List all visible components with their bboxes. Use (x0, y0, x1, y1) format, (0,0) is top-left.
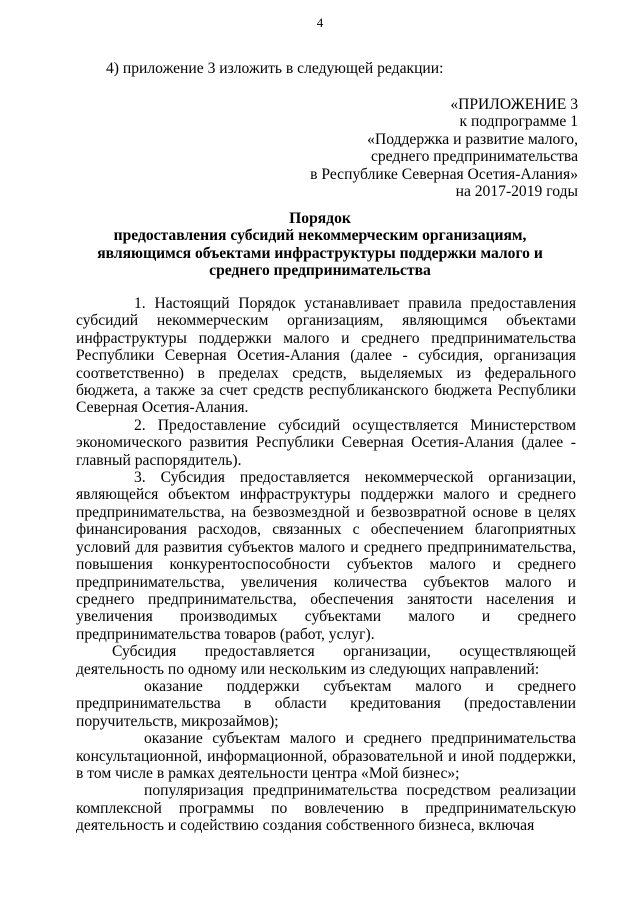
amendment-line: 4) приложение 3 изложить в следующей редакции: (106, 60, 444, 77)
list-item-consulting: оказание субъектам малого и среднего предпринимательства консультационной, информационной, образовательной и иной поддержки, в том числе в рамках деятельности центра «Мой бизнес»; (76, 730, 576, 782)
list-item-lending: оказание поддержки субъектам малого и среднего предпринимательства в области кредитования (предоставлении поручительств, микрозаймов); (76, 677, 576, 730)
appendix-header-line: на 2017-2019 годы (455, 183, 578, 201)
paragraph-subsidy: Субсидия предоставляется организации, осуществляющей деятельность по одному или нескольким из следующих направлений: (76, 643, 576, 678)
appendix-header-line: в Республике Северная Осетия-Алания» (310, 165, 578, 183)
appendix-header-line: к подпрограмме 1 (459, 113, 578, 131)
document-body (76, 295, 576, 835)
appendix-header (310, 96, 578, 200)
paragraph-1: 1. Настоящий Порядок устанавливает правила предоставления субсидий некоммерческим организациям, являющимся объектами инфраструктуры поддержки малого и среднего предпринимательства Республики Северная Осетия-Алания (далее - субсидия, организация соответственно) в пределах средств, выделяемых из федерального бюджета, а также за счет средств республиканского бюджета Республики Северная Осетия-Алания. (76, 295, 576, 417)
list-item-popularization: популяризация предпринимательства посредством реализации комплексной программы по вовлечению в предпринимательскую деятельность и содействию создания собственного бизнеса, включая (76, 782, 576, 835)
paragraph-2: 2. Предоставление субсидий осуществляется Министерством экономического развития Республики Северная Осетия-Алания (далее - главный распорядитель). (76, 416, 576, 469)
appendix-header-line: «Поддержка и развитие малого, (367, 130, 578, 148)
appendix-header-line: среднего предпринимательства (370, 148, 578, 166)
appendix-header-line: «ПРИЛОЖЕНИЕ 3 (450, 96, 578, 113)
document-title: Порядок (289, 210, 351, 227)
document-subtitle: предоставления субсидий некоммерческим организациям, являющимся объектами инфраструктуры поддержки малого и среднего предпринимательства (97, 227, 543, 280)
page-number: 4 (316, 15, 324, 30)
document-title-block (70, 210, 570, 280)
paragraph-3: 3. Субсидия предоставляется некоммерческой организации, являющейся объектом инфраструктуры поддержки малого и среднего предпринимательства, на безвозмездной и безвозвратной основе в целях финансирования расходов, связанных с обеспечением благоприятных условий для развития субъектов малого и среднего предпринимательства, повышения конкурентоспособности субъектов малого и среднего предпринимательства, увеличения количества субъектов малого и среднего предпринимательства, обеспечения занятости населения и увеличения производимых субъектами малого и среднего предпринимательства товаров (работ, услуг). (76, 469, 576, 643)
